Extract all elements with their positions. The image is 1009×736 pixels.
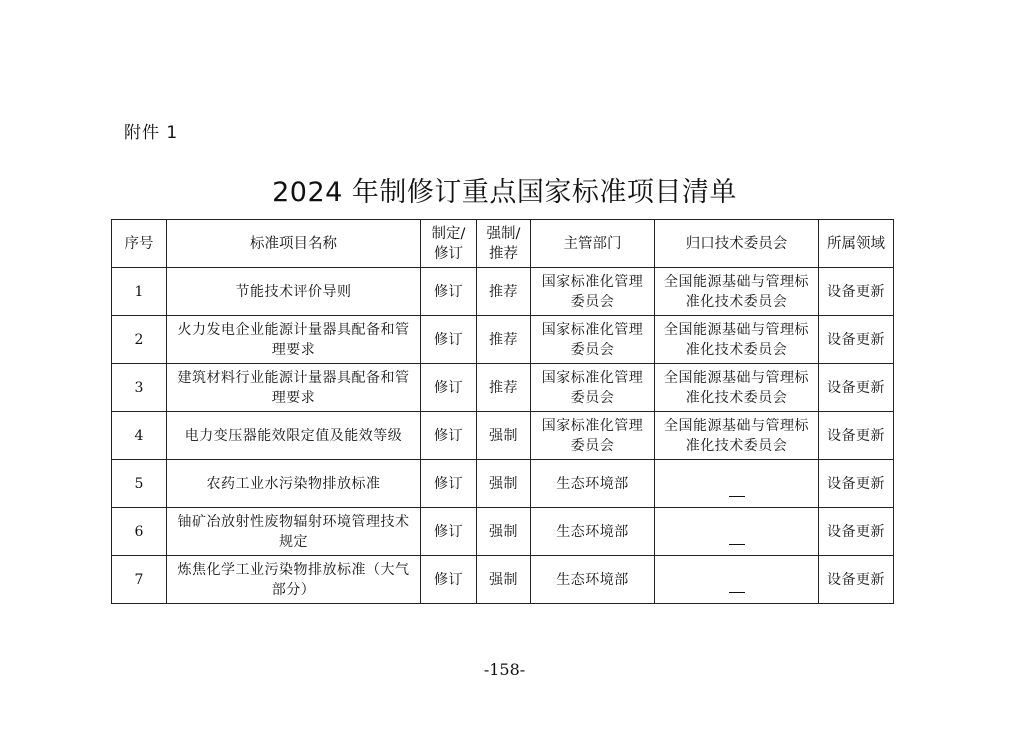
cell-committee: 全国能源基础与管理标准化技术委员会 — [655, 268, 819, 316]
cell-name: 电力变压器能效限定值及能效等级 — [167, 412, 421, 460]
page-number: -158- — [483, 660, 526, 679]
cell-dept: 生态环境部 — [531, 508, 655, 556]
cell-type: 修订 — [421, 412, 477, 460]
attachment-label: 附件 1 — [124, 123, 179, 143]
cell-type: 修订 — [421, 316, 477, 364]
header-field: 所属领域 — [819, 220, 894, 268]
cell-nature: 强制 — [477, 556, 531, 604]
cell-field: 设备更新 — [819, 316, 894, 364]
header-nature — [477, 220, 531, 268]
dash-mark — [729, 592, 745, 593]
table-row — [112, 364, 894, 412]
cell-seq: 1 — [112, 268, 167, 316]
cell-name: 炼焦化学工业污染物排放标准（大气部分） — [167, 556, 421, 604]
cell-nature: 强制 — [477, 460, 531, 508]
cell-name: 火力发电企业能源计量器具配备和管理要求 — [167, 316, 421, 364]
cell-type: 修订 — [421, 460, 477, 508]
header-committee: 归口技术委员会 — [655, 220, 819, 268]
cell-committee: 全国能源基础与管理标准化技术委员会 — [655, 316, 819, 364]
cell-type: 修订 — [421, 556, 477, 604]
dash-mark — [729, 496, 745, 497]
header-nature-line2: 推荐 — [489, 245, 518, 262]
header-row — [112, 220, 894, 268]
cell-committee-empty — [655, 460, 819, 508]
header-type-line2: 修订 — [434, 245, 463, 262]
cell-field: 设备更新 — [819, 460, 894, 508]
cell-nature: 强制 — [477, 508, 531, 556]
cell-dept: 生态环境部 — [531, 460, 655, 508]
table-row — [112, 556, 894, 604]
cell-type: 修订 — [421, 268, 477, 316]
cell-committee-empty — [655, 508, 819, 556]
cell-dept: 国家标准化管理委员会 — [531, 268, 655, 316]
table-row — [112, 316, 894, 364]
cell-nature: 推荐 — [477, 316, 531, 364]
cell-seq: 7 — [112, 556, 167, 604]
header-seq: 序号 — [112, 220, 167, 268]
cell-seq: 4 — [112, 412, 167, 460]
table-row — [112, 460, 894, 508]
cell-nature: 推荐 — [477, 268, 531, 316]
table-body — [112, 268, 894, 604]
cell-dept: 国家标准化管理委员会 — [531, 412, 655, 460]
cell-committee: 全国能源基础与管理标准化技术委员会 — [655, 364, 819, 412]
table-header — [112, 220, 894, 268]
table-row — [112, 508, 894, 556]
cell-type: 修订 — [421, 508, 477, 556]
cell-seq: 6 — [112, 508, 167, 556]
table-row — [112, 412, 894, 460]
cell-name: 农药工业水污染物排放标准 — [167, 460, 421, 508]
cell-field: 设备更新 — [819, 556, 894, 604]
cell-dept: 国家标准化管理委员会 — [531, 316, 655, 364]
cell-type: 修订 — [421, 364, 477, 412]
cell-dept: 生态环境部 — [531, 556, 655, 604]
cell-nature: 强制 — [477, 412, 531, 460]
cell-name: 节能技术评价导则 — [167, 268, 421, 316]
cell-dept: 国家标准化管理委员会 — [531, 364, 655, 412]
cell-seq: 2 — [112, 316, 167, 364]
cell-field: 设备更新 — [819, 508, 894, 556]
cell-nature: 推荐 — [477, 364, 531, 412]
document-title: 2024 年制修订重点国家标准项目清单 — [272, 177, 737, 208]
header-nature-line1: 强制/ — [486, 225, 521, 242]
table-row — [112, 268, 894, 316]
cell-name: 铀矿冶放射性废物辐射环境管理技术规定 — [167, 508, 421, 556]
dash-mark — [729, 544, 745, 545]
header-name: 标准项目名称 — [167, 220, 421, 268]
cell-committee-empty — [655, 556, 819, 604]
header-type — [421, 220, 477, 268]
cell-committee: 全国能源基础与管理标准化技术委员会 — [655, 412, 819, 460]
cell-name: 建筑材料行业能源计量器具配备和管理要求 — [167, 364, 421, 412]
cell-field: 设备更新 — [819, 364, 894, 412]
cell-seq: 5 — [112, 460, 167, 508]
cell-field: 设备更新 — [819, 268, 894, 316]
cell-field: 设备更新 — [819, 412, 894, 460]
header-dept: 主管部门 — [531, 220, 655, 268]
header-type-line1: 制定/ — [431, 225, 466, 242]
standards-table — [111, 219, 894, 604]
cell-seq: 3 — [112, 364, 167, 412]
